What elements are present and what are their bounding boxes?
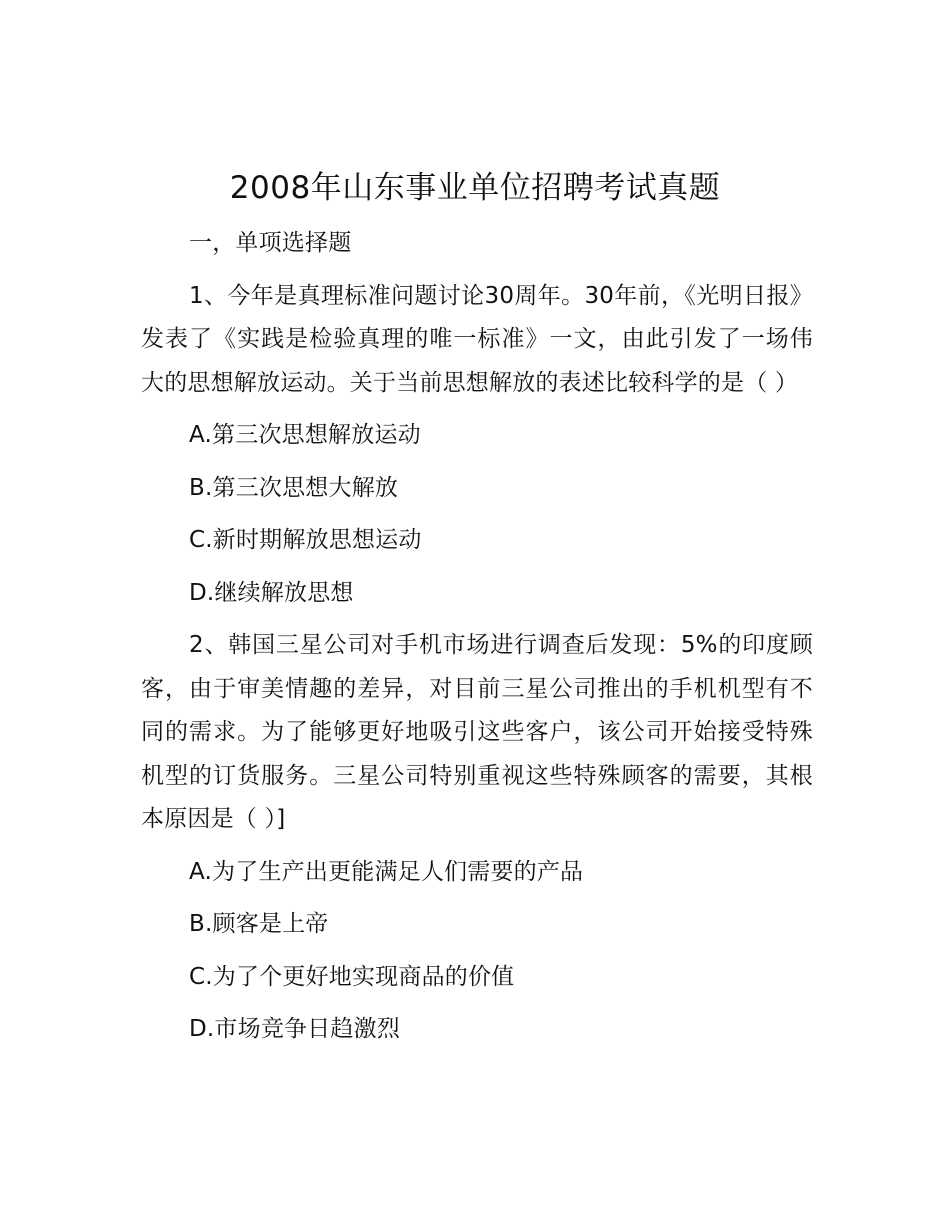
document-title: 2008年山东事业单位招聘考试真题 (229, 170, 721, 206)
document-body (141, 222, 813, 1061)
question-1-option-c: C.新时期解放思想运动 (189, 527, 422, 553)
question-1-stem: 1、今年是真理标准问题讨论30周年。30年前，《光明日报》发表了《实践是检验真理的唯一标准》一文，由此引发了一场伟大的思想解放运动。关于当前思想解放的表述比较科学的是（ ） (141, 282, 813, 396)
question-2-option-b: B.顾客是上帝 (189, 911, 329, 937)
question-1-option-a: A.第三次思想解放运动 (189, 422, 421, 448)
question-2-option-c: C.为了个更好地实现商品的价值 (189, 963, 515, 990)
question-1-option-d: D.继续解放思想 (189, 579, 354, 606)
question-2-stem: 2、韩国三星公司对手机市场进行调查后发现：5%的印度顾客，由于审美情趣的差异，对目前三星公司推出的手机机型有不同的需求。为了能够更好地吸引这些客户，该公司开始接受特殊机型的订货服务。三星公司特别重视这些特殊顾客的需要，其根本原因是（ ）] (141, 632, 813, 832)
question-2-option-d: D.市场竞争日趋激烈 (189, 1016, 401, 1042)
question-1-option-b: B.第三次思想大解放 (189, 474, 399, 501)
section-heading: 一，单项选择题 (189, 230, 352, 256)
question-2-option-a: A.为了生产出更能满足人们需要的产品 (189, 858, 584, 885)
